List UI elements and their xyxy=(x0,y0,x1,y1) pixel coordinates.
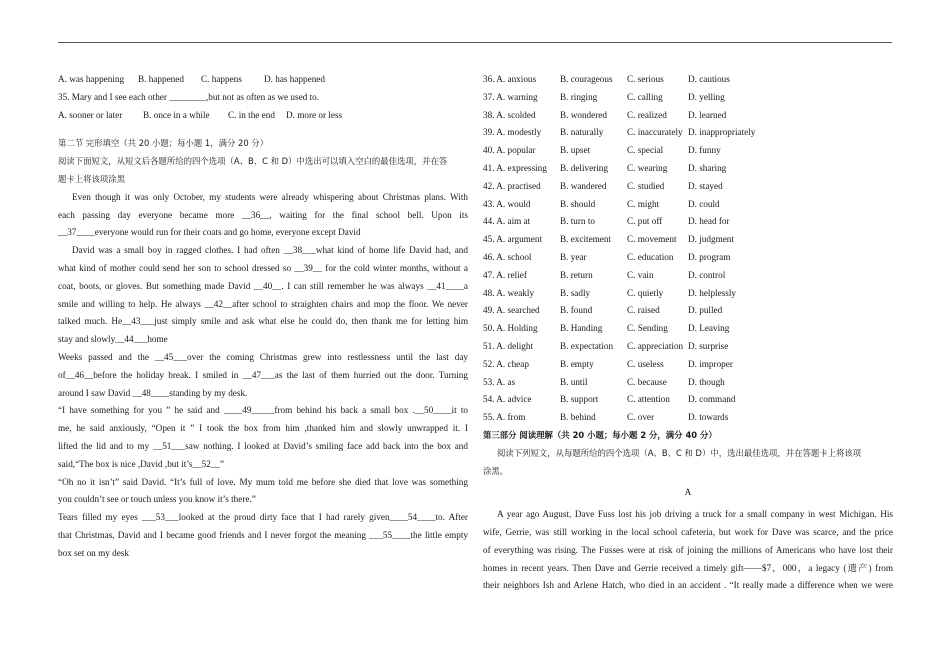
option-b: B. found xyxy=(560,305,593,316)
passage-line: talked much. He__43___just simply smile and ask what else he could do, then thank me for letting him xyxy=(58,316,468,327)
option-row xyxy=(483,160,893,178)
option-b: B. ringing xyxy=(560,91,598,102)
option-row xyxy=(483,302,893,320)
option-row xyxy=(483,320,893,338)
passage-line: that Christmas, David and I became good friends and I never forgot the meaning ___55____the little empty xyxy=(58,529,468,540)
option-b: B. delivering xyxy=(560,162,608,173)
option-b: B. behind xyxy=(560,412,596,423)
passage-line: said,“The box is nice ,David ,but it’s__52__” xyxy=(58,458,225,469)
option-b: B. sadly xyxy=(560,287,591,298)
option-c: C. education xyxy=(627,251,674,262)
option-d: D. program xyxy=(688,251,731,262)
part3-instructions-line2: 涂黑。 xyxy=(483,465,509,476)
q34-option-a: A. was happening xyxy=(58,74,125,84)
option-a: 54. A. advice xyxy=(483,394,532,405)
option-row xyxy=(483,196,893,214)
option-d: D. surprise xyxy=(688,340,729,351)
option-a: 50. A. Holding xyxy=(483,323,538,334)
option-row xyxy=(483,213,893,231)
option-d: D. improper xyxy=(688,358,733,369)
option-c: C. realized xyxy=(627,109,667,120)
option-d: D. cautious xyxy=(688,74,730,84)
option-a: 39. A. modestly xyxy=(483,127,542,138)
option-d: D. funny xyxy=(688,145,721,156)
option-d: D. judgment xyxy=(688,234,734,245)
option-c: C. vain xyxy=(627,269,654,280)
option-c: C. wearing xyxy=(627,162,668,173)
option-b: B. excitement xyxy=(560,234,612,245)
q35-option-b: B. once in a while xyxy=(143,109,210,120)
part3-instructions-line1: 阅读下列短文，从每题所给的四个选项（A、B、C 和 D）中，选出最佳选项，并在答题卡上将该项 xyxy=(497,447,862,458)
option-d: D. stayed xyxy=(688,180,723,191)
option-c: C. over xyxy=(627,412,655,423)
passage-line: around I saw David __48____standing by my desk. xyxy=(58,387,248,398)
q35-option-a: A. sooner or later xyxy=(58,109,123,120)
option-row xyxy=(483,178,893,196)
option-b: B. empty xyxy=(560,358,594,369)
option-d: D. control xyxy=(688,269,726,280)
option-b: B. return xyxy=(560,269,593,280)
option-b: B. wandered xyxy=(560,180,607,191)
option-c: C. attention xyxy=(627,394,670,405)
option-c: C. serious xyxy=(627,74,664,84)
passage-line: “Oh no it isn’t” said David. “It’s full of love. My mum told me before she died that love was something xyxy=(58,476,468,487)
passage-a-line: homes in recent years. Then Dave and Gerrie received a timely gift——$7，000，a legacy (遗产) from xyxy=(483,562,893,573)
passage-line: what kind of mother could send her son to school dressed so __39__ for the cold winter months, without a xyxy=(58,262,468,273)
passage-a-line: of everything was rising. The Fusses were at risk of joining the millions of Americans who have lost their xyxy=(483,544,893,555)
option-c: C. put off xyxy=(627,216,663,227)
q35-option-c: C. in the end xyxy=(228,109,275,120)
option-a: 53. A. as xyxy=(483,376,516,387)
left-column xyxy=(58,71,468,563)
passage-line: stay and slowly__44___home xyxy=(58,334,168,345)
option-a: 40. A. popular xyxy=(483,145,536,156)
option-c: C. inaccurately xyxy=(627,127,683,138)
section2-title: 第二节 完形填空（共 20 小题；每小题 1，满分 20 分） xyxy=(58,138,269,149)
option-a: 38. A. scolded xyxy=(483,109,536,120)
option-a: 51. A. delight xyxy=(483,340,534,351)
option-row xyxy=(483,231,893,249)
passage-line: __37____everyone would run for their coats and go home, everyone except David xyxy=(58,227,361,238)
option-d: D. yelling xyxy=(688,91,725,102)
option-c: C. movement xyxy=(627,234,677,245)
option-b: B. year xyxy=(560,251,587,262)
passage-line: Weeks passed and the __45___over the coming Christmas grew into restlessness until the last day xyxy=(58,351,468,362)
option-c: C. raised xyxy=(627,305,660,316)
option-a: 44. A. aim at xyxy=(483,216,531,227)
option-row xyxy=(483,374,893,392)
option-c: C. because xyxy=(627,376,667,387)
passage-line: smile and willing to help. He always __42__after school to straighten chairs and mop the floor. We never xyxy=(58,298,468,309)
option-d: D. helplessly xyxy=(688,287,736,298)
option-a: 46. A. school xyxy=(483,251,532,262)
option-c: C. useless xyxy=(627,358,664,369)
option-c: C. studied xyxy=(627,180,665,191)
option-row xyxy=(483,391,893,409)
option-row xyxy=(483,338,893,356)
section2-instructions-line2: 题卡上将该项涂黑 xyxy=(58,173,125,184)
option-a: 36. A. anxious xyxy=(483,74,537,84)
option-d: D. learned xyxy=(688,109,727,120)
option-d: D. could xyxy=(688,198,720,209)
passage-line: you couldn’t see or touch unless you know it’s there.” xyxy=(58,494,256,505)
option-d: D. head for xyxy=(688,216,730,227)
option-row xyxy=(483,249,893,267)
q35-stem: 35. Mary and I see each other ________,but not as often as we used to. xyxy=(58,91,320,102)
option-row xyxy=(483,356,893,374)
option-c: C. might xyxy=(627,198,660,209)
passage-line: coat, boots, or gloves. But something made David __40__. I can still remember he was always __41____a xyxy=(58,280,468,291)
option-b: B. expectation xyxy=(560,340,614,351)
passage-line: “I have something for you ” he said and ____49_____from behind his back a small box .__50____it to xyxy=(58,405,468,416)
option-row xyxy=(483,285,893,303)
option-d: D. sharing xyxy=(688,162,727,173)
q34-option-c: C. happens xyxy=(201,74,242,84)
option-a: 49. A. searched xyxy=(483,305,540,316)
passage-a-line: their neighbors Ish and Arlene Hatch, who died in an accident . “It really made a difference when we were xyxy=(483,580,893,591)
passage-line: each passing day everyone became more __36__, waiting for the final school bell. Upon its xyxy=(58,209,468,220)
option-b: B. turn to xyxy=(560,216,595,227)
passage-line: of__46__before the holiday break. I smiled in __47___as the last of them hurried out the door. Turning xyxy=(58,369,468,380)
option-d: D. pulled xyxy=(688,305,723,316)
passage-line: me, he said anxiously, “Open it ” I took the box from him ,thanked him and slowly unwrapped it. I xyxy=(58,423,468,434)
section2-instructions-line1: 阅读下面短文，从短文后各题所给的四个选项（A、B、C 和 D）中选出可以填入空白的最佳选项，并在答 xyxy=(58,156,448,167)
option-row xyxy=(483,89,893,107)
option-b: B. support xyxy=(560,394,599,405)
right-column xyxy=(483,71,893,595)
option-row xyxy=(483,267,893,285)
option-row xyxy=(483,409,893,427)
option-d: D. command xyxy=(688,394,736,405)
option-d: D. towards xyxy=(688,412,729,423)
option-c: C. special xyxy=(627,145,664,156)
q35-options xyxy=(58,107,468,125)
option-b: B. courageous xyxy=(560,74,613,84)
option-row xyxy=(483,71,893,89)
option-row xyxy=(483,107,893,125)
passage-line: box set on my desk xyxy=(58,547,129,558)
option-d: D. inappropriately xyxy=(688,127,756,138)
option-a: 47. A. relief xyxy=(483,269,527,280)
option-a: 55. A. from xyxy=(483,412,526,423)
option-a: 52. A. cheap xyxy=(483,358,529,369)
option-a: 43. A. would xyxy=(483,198,531,209)
passage-line: lifted the lid and to my __51___saw nothing. I looked at David’s smiling face add back into the box and xyxy=(58,440,468,451)
q35-option-d: D. more or less xyxy=(286,109,343,120)
option-d: D. though xyxy=(688,376,725,387)
option-b: B. Handing xyxy=(560,323,603,334)
option-a: 42. A. practised xyxy=(483,180,541,191)
q34-option-b: B. happened xyxy=(138,74,184,84)
option-c: C. appreciation xyxy=(627,340,684,351)
option-a: 45. A. argument xyxy=(483,234,543,245)
option-c: C. calling xyxy=(627,91,663,102)
option-b: B. wondered xyxy=(560,109,607,120)
option-b: B. upset xyxy=(560,145,591,156)
header-rule xyxy=(58,42,892,43)
option-a: 37. A. warning xyxy=(483,91,538,102)
passage-line: David was a small boy in ragged clothes. I had often __38___what kind of home life David had, and xyxy=(72,245,468,256)
option-c: C. Sending xyxy=(627,323,668,334)
option-b: B. until xyxy=(560,376,588,387)
passage-line: Tears filled my eyes ___53___looked at the proud dirty face that I had rarely given____54____to. After xyxy=(58,512,468,523)
option-c: C. quietly xyxy=(627,287,664,298)
option-a: 41. A. expressing xyxy=(483,162,547,173)
option-b: B. should xyxy=(560,198,596,209)
q34-option-d: D. has happened xyxy=(264,74,325,84)
option-row xyxy=(483,142,893,160)
passage-line: Even though it was only October, my students were already whispering about Christmas plans. With xyxy=(72,191,468,202)
passage-a-label: A xyxy=(684,487,692,498)
passage-a-line: wife, Gerrie, was still working in the local school cafeteria, but work for Dave was scarce, and the price xyxy=(483,526,893,537)
option-row xyxy=(483,124,893,142)
part3-title: 第三部分 阅读理解（共 20 小题；每小题 2 分，满分 40 分） xyxy=(483,429,717,440)
option-d: D. Leaving xyxy=(688,323,730,334)
q34-options xyxy=(58,71,468,89)
option-a: 48. A. weakly xyxy=(483,287,535,298)
option-b: B. naturally xyxy=(560,127,604,138)
passage-a-line: A year ago August, Dave Fuss lost his job driving a truck for a small company in west Michigan. His xyxy=(497,509,893,520)
cloze-options-list xyxy=(483,71,893,427)
